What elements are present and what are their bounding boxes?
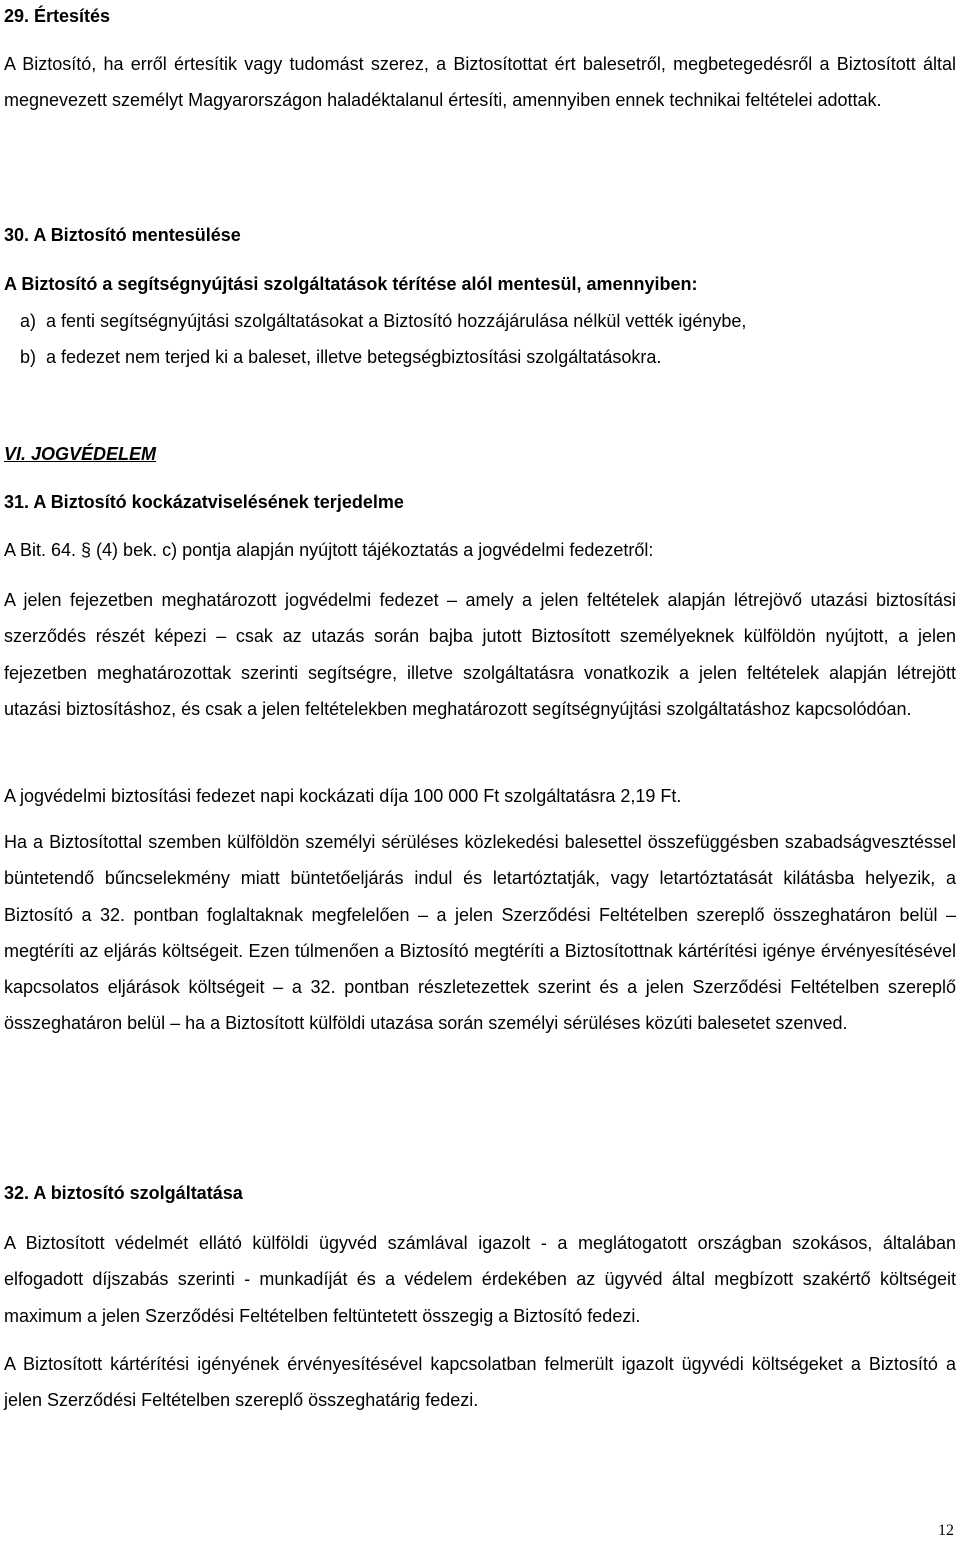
list-item xyxy=(20,309,950,333)
section-32-title: 32. A biztosító szolgáltatása xyxy=(4,1183,243,1203)
list-item-text: a fenti segítségnyújtási szolgáltatásokat a Biztosító hozzájárulása nélkül vették igénybe, xyxy=(46,311,747,331)
list-item-text: a fedezet nem terjed ki a baleset, illetve betegségbiztosítási szolgáltatásokra. xyxy=(46,347,662,367)
section-32-paragraph-1: A Biztosított védelmét ellátó külföldi ügyvéd számlával igazolt - a meglátogatott országban szokásos, általában elfogadott díjszabás szerinti - munkadíját és a védelem érdekében az ügyvéd által megbízott szakértő költségeit maximum a jelen Szerződési Feltételben feltüntetett összegig a Biztosító fedezi. xyxy=(4,1233,956,1326)
section-30-intro: A Biztosító a segítségnyújtási szolgáltatások térítése alól mentesül, amennyiben: xyxy=(4,274,698,294)
section-31-paragraph-2: A jogvédelmi biztosítási fedezet napi kockázati díja 100 000 Ft szolgáltatásra 2,19 Ft. xyxy=(4,786,682,806)
section-31-paragraph-1: A jelen fejezetben meghatározott jogvédelmi fedezet – amely a jelen feltételek alapján létrejövő utazási biztosítási szerződés részét képezi – csak az utazás során bajba jutott Biztosított személyeknek külföldön nyújtott, a jelen fejezetben meghatározottak szerinti segítségre, illetve szolgáltatásra vonatkozik a jelen feltételek alapján létrejött utazási biztosításhoz, és csak a jelen feltételekben meghatározott segítségnyújtási szolgáltatáshoz kapcsolódóan. xyxy=(4,590,956,719)
section-29-text: A Biztosító, ha erről értesítik vagy tudomást szerez, a Biztosítottat ért balesetről, megbetegedésről a Biztosított által megnevezett személyt Magyarországon haladéktalanul értesíti, amennyiben ennek technikai feltételei adottak. xyxy=(4,54,956,111)
chapter-title: VI. JOGVÉDELEM xyxy=(4,444,157,464)
list-marker: b) xyxy=(20,347,37,367)
section-31-paragraph-3: Ha a Biztosítottal szemben külföldön személyi sérüléses közlekedési balesettel összefüggésben szabadságvesztéssel büntetendő bűncselekmény miatt büntetőeljárás indul és letartóztatják, vagy letartóztatását kilátásba helyezik, a Biztosító a 32. pontban foglaltaknak megfelelően – a jelen Szerződési Feltételben szereplő összeghatáron belül – megtéríti az eljárás költségeit. Ezen túlmenően a Biztosító megtéríti a Biztosítottnak kártérítési igénye érvényesítésével kapcsolatos eljárások költségeit – a 32. pontban részletezettek szerint és a jelen Szerződési Feltételben szereplő összeghatáron belül – ha a Biztosított külföldi utazása során személyi sérüléses közúti balesetet szenved. xyxy=(4,832,956,1034)
section-31-title: 31. A Biztosító kockázatviselésének terjedelme xyxy=(4,492,404,512)
list-marker: a) xyxy=(20,311,37,331)
page-number: 12 xyxy=(938,1522,954,1539)
list-item xyxy=(20,345,950,369)
section-30-title: 30. A Biztosító mentesülése xyxy=(4,225,241,245)
section-32-paragraph-2: A Biztosított kártérítési igényének érvényesítésével kapcsolatban felmerült igazolt ügyvédi költségeket a Biztosító a jelen Szerződési Feltételben szereplő összeghatárig fedezi. xyxy=(4,1354,956,1411)
section-29-title: 29. Értesítés xyxy=(4,6,111,26)
section-31-intro: A Bit. 64. § (4) bek. c) pontja alapján nyújtott tájékoztatás a jogvédelmi fedezetről: xyxy=(4,540,654,560)
